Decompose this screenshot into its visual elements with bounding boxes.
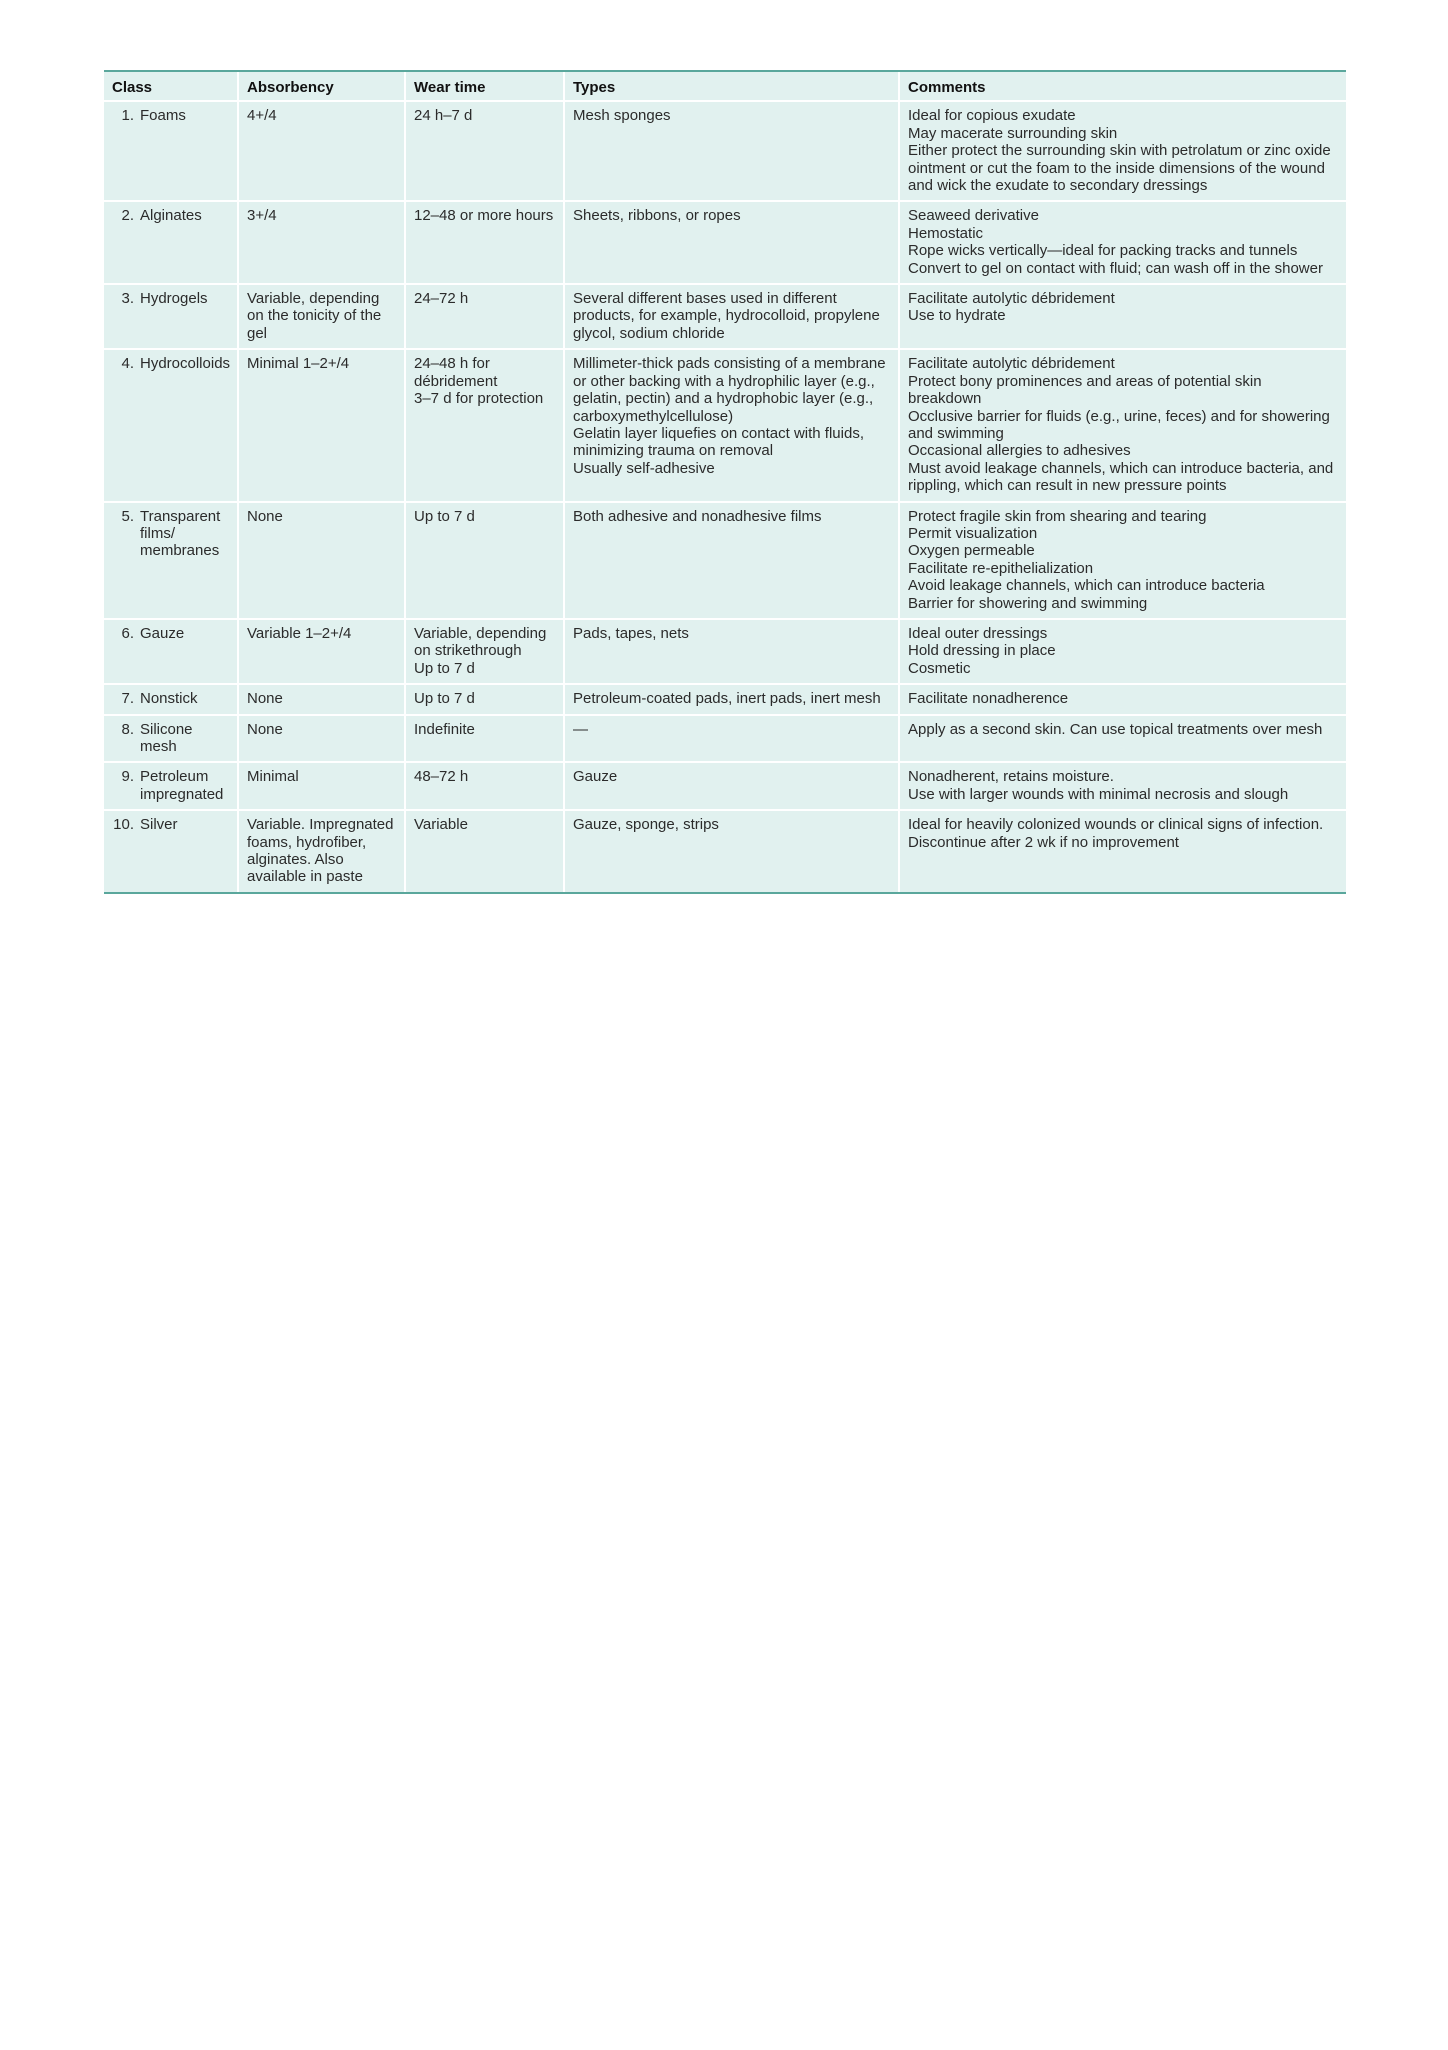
class-label: [110, 721, 230, 756]
class-name: Silicone mesh: [140, 720, 193, 755]
cell-absorbency-line: Variable. Impregnated foams, hydrofiber, alginates. Also available in paste: [247, 816, 394, 886]
table-row: [104, 201, 1346, 284]
cell-wear-time: [405, 502, 564, 619]
cell-comments: [899, 349, 1346, 501]
cell-wear-time-line: Variable, depending on strikethrough: [414, 624, 547, 660]
class-label: [110, 355, 230, 372]
class-number: 8.: [121, 720, 134, 738]
table-row: [104, 810, 1346, 892]
cell-wear-time-line: 3–7 d for protection: [414, 390, 544, 408]
table-row: [104, 284, 1346, 349]
cell-wear-time: [405, 284, 564, 349]
header-class: Class: [112, 79, 153, 96]
cell-comments-line: Ideal outer dressings: [908, 624, 1048, 642]
cell-types: [564, 684, 899, 714]
cell-absorbency: [238, 810, 405, 892]
cell-comments-line: Convert to gel on contact with fluid; can wash off in the shower: [908, 259, 1323, 277]
cell-comments-line: Facilitate re-epithelialization: [908, 559, 1094, 577]
cell-wear-time-line: 12–48 or more hours: [414, 207, 554, 225]
table-row: [104, 684, 1346, 714]
cell-types-line: Sheets, ribbons, or ropes: [573, 207, 741, 225]
cell-comments-line: Barrier for showering and swimming: [908, 594, 1148, 612]
cell-types: [564, 619, 899, 684]
cell-absorbency: [238, 284, 405, 349]
cell-comments-line: Nonadherent, retains moisture.: [908, 768, 1114, 786]
class-name: Foams: [140, 107, 186, 125]
cell-types: [564, 349, 899, 501]
cell-class: [104, 715, 238, 763]
cell-absorbency: [238, 715, 405, 763]
class-label: [110, 816, 230, 833]
cell-types-line: Pads, tapes, nets: [573, 624, 689, 642]
class-label: [110, 508, 230, 560]
cell-absorbency-line: None: [247, 720, 283, 738]
cell-comments: [899, 619, 1346, 684]
cell-comments-line: Occasional allergies to adhesives: [908, 442, 1131, 460]
cell-absorbency-line: 3+/4: [247, 207, 277, 225]
cell-types: [564, 715, 899, 763]
cell-wear-time-line: 24 h–7 d: [414, 107, 473, 125]
cell-wear-time-line: 24–72 h: [414, 290, 469, 308]
cell-wear-time-line: Up to 7 d: [414, 690, 475, 708]
cell-types-line: Both adhesive and nonadhesive films: [573, 507, 822, 525]
class-name: Transparent films/ membranes: [140, 507, 221, 560]
cell-comments: [899, 201, 1346, 284]
header-types: Types: [564, 72, 899, 101]
cell-comments-line: Must avoid leakage channels, which can introduce bacteria, and rippling, which can result in new pressure points: [908, 459, 1334, 495]
cell-types-line: Several different bases used in different products, for example, hydrocolloid, propylene glycol, sodium chloride: [573, 290, 880, 342]
class-number: 6.: [121, 624, 134, 642]
class-name: Alginates: [140, 207, 202, 225]
cell-wear-time-line: Up to 7 d: [414, 659, 475, 677]
cell-wear-time: [405, 349, 564, 501]
cell-comments: [899, 715, 1346, 763]
cell-class: [104, 810, 238, 892]
class-number: 7.: [121, 690, 134, 708]
cell-comments-line: Cosmetic: [908, 659, 971, 677]
header-absorbency: Absorbency: [238, 72, 405, 101]
cell-comments: [899, 684, 1346, 714]
header-comments: Comments: [899, 72, 1346, 101]
cell-types-line: Gauze, sponge, strips: [573, 816, 719, 834]
cell-comments: [899, 502, 1346, 619]
dressing-classes-table: [104, 72, 1346, 892]
class-name: Hydrogels: [140, 290, 208, 308]
cell-comments-line: Oxygen permeable: [908, 542, 1035, 560]
class-number: 1.: [121, 107, 134, 125]
cell-types-line: —: [573, 720, 588, 738]
cell-comments-line: Permit visualization: [908, 524, 1038, 542]
cell-comments-line: Facilitate autolytic débridement: [908, 290, 1115, 308]
class-name: Hydrocolloids: [140, 355, 231, 373]
cell-wear-time: [405, 101, 564, 201]
dressing-classes-table-container: [104, 70, 1346, 894]
cell-types-line: Gauze: [573, 768, 618, 786]
cell-comments: [899, 762, 1346, 810]
class-label: [110, 207, 230, 224]
cell-types: [564, 502, 899, 619]
cell-types-line: Millimeter-thick pads consisting of a membrane or other backing with a hydrophilic layer (e.g., gelatin, pectin) and a hydrophobic layer (e.g., carboxymethylcellulose): [573, 355, 886, 425]
cell-comments-line: Hold dressing in place: [908, 642, 1056, 660]
cell-absorbency-line: None: [247, 690, 283, 708]
class-name: Nonstick: [140, 690, 198, 708]
header-wear-time: Wear time: [405, 72, 564, 101]
cell-comments-line: Facilitate nonadherence: [908, 690, 1069, 708]
cell-comments: [899, 101, 1346, 201]
cell-types: [564, 101, 899, 201]
cell-wear-time: [405, 810, 564, 892]
cell-comments-line: Hemostatic: [908, 224, 984, 242]
cell-comments-line: Rope wicks vertically—ideal for packing tracks and tunnels: [908, 242, 1298, 260]
cell-class: [104, 762, 238, 810]
cell-types: [564, 284, 899, 349]
cell-wear-time-line: 24–48 h for débridement: [414, 355, 498, 390]
cell-comments-line: May macerate surrounding skin: [908, 124, 1118, 142]
cell-absorbency-line: Minimal: [247, 768, 299, 786]
class-label: [110, 107, 230, 124]
cell-class: [104, 684, 238, 714]
cell-wear-time-line: Variable: [414, 816, 468, 834]
cell-comments-line: Seaweed derivative: [908, 207, 1039, 225]
cell-class: [104, 349, 238, 501]
cell-comments-line: Avoid leakage channels, which can introduce bacteria: [908, 577, 1265, 595]
table-row: [104, 101, 1346, 201]
cell-absorbency: [238, 762, 405, 810]
table-body: [104, 101, 1346, 891]
cell-absorbency: [238, 349, 405, 501]
cell-types-line: Mesh sponges: [573, 107, 671, 125]
class-label: [110, 625, 230, 642]
cell-absorbency-line: Variable, depending on the tonicity of the gel: [247, 290, 382, 342]
cell-class: [104, 201, 238, 284]
cell-comments-line: Discontinue after 2 wk if no improvement: [908, 833, 1179, 851]
cell-class: [104, 101, 238, 201]
class-name: Silver: [140, 816, 178, 834]
cell-absorbency-line: Minimal 1–2+/4: [247, 355, 350, 373]
cell-comments: [899, 810, 1346, 892]
cell-types-line: Usually self-adhesive: [573, 459, 715, 477]
cell-class: [104, 619, 238, 684]
class-name: Gauze: [140, 624, 185, 642]
cell-absorbency-line: None: [247, 507, 283, 525]
table-row: [104, 715, 1346, 763]
class-number: 4.: [121, 355, 134, 373]
cell-absorbency: [238, 101, 405, 201]
cell-wear-time: [405, 619, 564, 684]
cell-wear-time: [405, 201, 564, 284]
cell-types: [564, 762, 899, 810]
table-row: [104, 619, 1346, 684]
cell-class: [104, 284, 238, 349]
cell-comments-line: Facilitate autolytic débridement: [908, 355, 1115, 373]
cell-comments-line: Either protect the surrounding skin with petrolatum or zinc oxide ointment or cut the foam to the inside dimensions of the wound and wick the exudate to secondary dressings: [908, 142, 1331, 195]
cell-absorbency: [238, 201, 405, 284]
cell-wear-time: [405, 715, 564, 763]
cell-wear-time: [405, 684, 564, 714]
table-row: [104, 502, 1346, 619]
class-number: 3.: [121, 290, 134, 308]
class-number: 10.: [113, 816, 134, 834]
cell-comments-line: Occlusive barrier for fluids (e.g., urine, feces) and for showering and swimming: [908, 407, 1330, 442]
cell-absorbency-line: Variable 1–2+/4: [247, 624, 352, 642]
cell-comments-line: Protect bony prominences and areas of potential skin breakdown: [908, 372, 1262, 408]
cell-comments-line: Ideal for heavily colonized wounds or clinical signs of infection.: [908, 816, 1324, 834]
cell-wear-time: [405, 762, 564, 810]
class-name: Petroleum impregnated: [140, 768, 224, 803]
cell-types-line: Gelatin layer liquefies on contact with fluids, minimizing trauma on removal: [573, 424, 864, 460]
cell-absorbency: [238, 619, 405, 684]
cell-types-line: Petroleum-coated pads, inert pads, inert mesh: [573, 690, 881, 708]
cell-absorbency-line: 4+/4: [247, 107, 277, 125]
cell-absorbency: [238, 502, 405, 619]
cell-comments: [899, 284, 1346, 349]
class-number: 9.: [121, 768, 134, 786]
table-row: [104, 762, 1346, 810]
cell-wear-time-line: 48–72 h: [414, 768, 469, 786]
header-row: [104, 72, 1346, 101]
table-row: [104, 349, 1346, 501]
cell-comments-line: Apply as a second skin. Can use topical treatments over mesh: [908, 720, 1323, 738]
cell-comments-line: Use to hydrate: [908, 307, 1006, 325]
class-label: [110, 690, 230, 707]
table-header: [104, 72, 1346, 101]
cell-wear-time-line: Indefinite: [414, 720, 475, 738]
cell-comments-line: Ideal for copious exudate: [908, 107, 1076, 125]
cell-class: [104, 502, 238, 619]
class-number: 2.: [121, 207, 134, 225]
cell-wear-time-line: Up to 7 d: [414, 507, 475, 525]
cell-comments-line: Protect fragile skin from shearing and tearing: [908, 507, 1207, 525]
class-label: [110, 768, 230, 803]
cell-types: [564, 810, 899, 892]
class-number: 5.: [121, 507, 134, 525]
cell-comments-line: Use with larger wounds with minimal necrosis and slough: [908, 785, 1289, 803]
class-label: [110, 290, 230, 307]
cell-absorbency: [238, 684, 405, 714]
cell-types: [564, 201, 899, 284]
